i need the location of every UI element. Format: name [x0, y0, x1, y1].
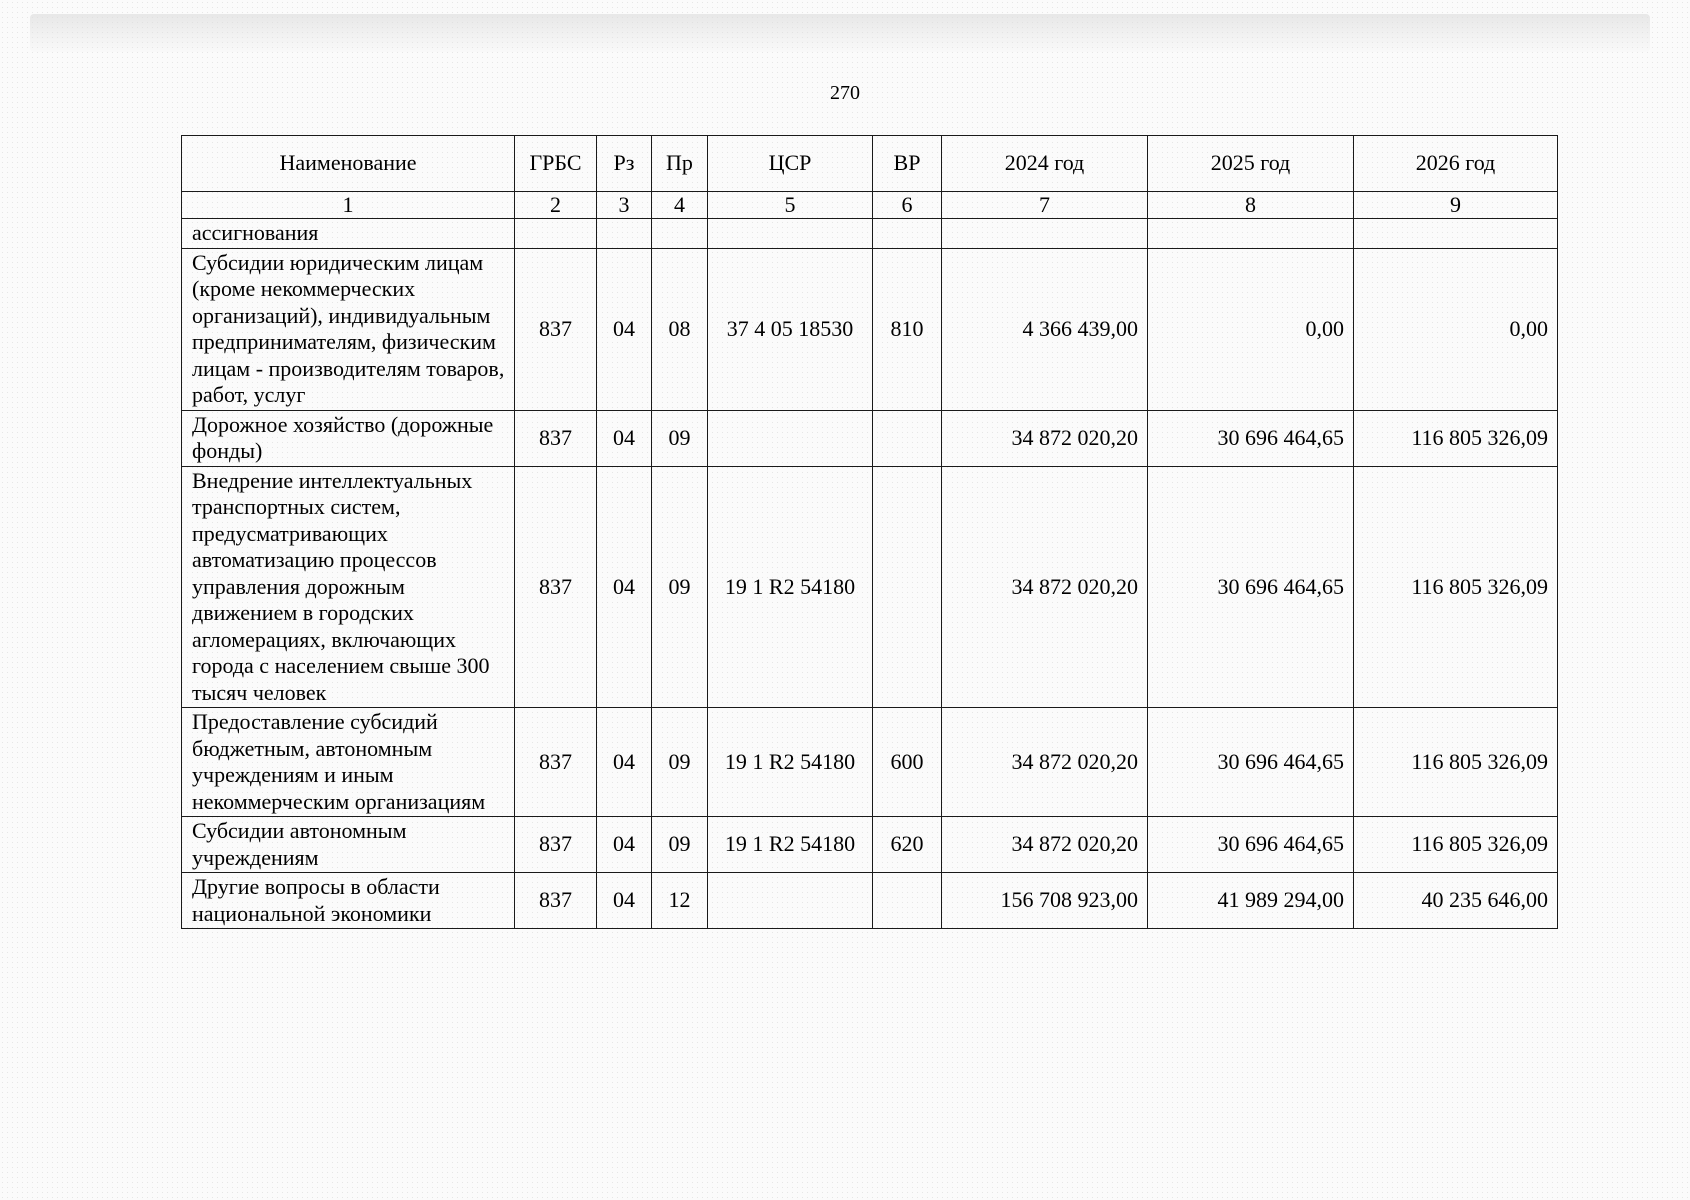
column-number: 1 [182, 192, 515, 219]
row-amount-2024: 34 872 020,20 [942, 817, 1148, 873]
row-vr [873, 466, 942, 708]
row-csr [708, 410, 873, 466]
row-csr: 19 1 R2 54180 [708, 817, 873, 873]
header-2024: 2024 год [942, 136, 1148, 192]
row-name: Другие вопросы в области национальной экономики [182, 873, 515, 929]
row-amount-2026: 116 805 326,09 [1354, 466, 1558, 708]
row-name: Субсидии юридическим лицам (кроме некоммерческих организаций), индивидуальным предпринимателям, физическим лицам - производителям товаров, работ, услуг [182, 248, 515, 410]
row-name: Субсидии автономным учреждениям [182, 817, 515, 873]
row-vr: 810 [873, 248, 942, 410]
row-csr [708, 873, 873, 929]
table-row [182, 873, 1558, 929]
column-number: 5 [708, 192, 873, 219]
row-grbs: 837 [515, 466, 597, 708]
column-number: 4 [652, 192, 708, 219]
row-amount-2026: 116 805 326,09 [1354, 708, 1558, 817]
row-grbs: 837 [515, 708, 597, 817]
row-grbs: 837 [515, 248, 597, 410]
row-pr [652, 219, 708, 249]
header-grbs: ГРБС [515, 136, 597, 192]
row-pr: 09 [652, 817, 708, 873]
row-grbs: 837 [515, 410, 597, 466]
row-amount-2024: 34 872 020,20 [942, 466, 1148, 708]
column-number: 7 [942, 192, 1148, 219]
table-row [182, 219, 1558, 249]
row-vr [873, 873, 942, 929]
row-rz: 04 [597, 817, 652, 873]
header-2026: 2026 год [1354, 136, 1558, 192]
header-2025: 2025 год [1148, 136, 1354, 192]
row-amount-2025: 30 696 464,65 [1148, 708, 1354, 817]
row-rz: 04 [597, 466, 652, 708]
row-rz: 04 [597, 708, 652, 817]
row-rz [597, 219, 652, 249]
row-pr: 09 [652, 708, 708, 817]
budget-table [181, 135, 1558, 929]
column-number: 6 [873, 192, 942, 219]
row-amount-2026: 116 805 326,09 [1354, 410, 1558, 466]
row-rz: 04 [597, 248, 652, 410]
row-amount-2024: 34 872 020,20 [942, 708, 1148, 817]
row-rz: 04 [597, 873, 652, 929]
row-vr: 600 [873, 708, 942, 817]
row-amount-2025: 30 696 464,65 [1148, 410, 1354, 466]
row-name: Внедрение интеллектуальных транспортных систем, предусматривающих автоматизацию процессов управления дорожным движением в городских агломерациях, включающих города с населением свыше 300 тысяч человек [182, 466, 515, 708]
row-pr: 09 [652, 466, 708, 708]
column-number: 8 [1148, 192, 1354, 219]
row-amount-2024: 34 872 020,20 [942, 410, 1148, 466]
row-amount-2026: 116 805 326,09 [1354, 817, 1558, 873]
row-amount-2025: 0,00 [1148, 248, 1354, 410]
row-pr: 08 [652, 248, 708, 410]
row-vr [873, 219, 942, 249]
row-amount-2026: 0,00 [1354, 248, 1558, 410]
row-rz: 04 [597, 410, 652, 466]
row-amount-2025: 30 696 464,65 [1148, 466, 1354, 708]
table-row [182, 817, 1558, 873]
row-grbs: 837 [515, 817, 597, 873]
row-name: ассигнования [182, 219, 515, 249]
row-grbs [515, 219, 597, 249]
header-pr: Пр [652, 136, 708, 192]
row-amount-2024: 156 708 923,00 [942, 873, 1148, 929]
page-number: 270 [830, 82, 860, 104]
row-pr: 09 [652, 410, 708, 466]
header-csr: ЦСР [708, 136, 873, 192]
row-csr: 19 1 R2 54180 [708, 708, 873, 817]
row-csr: 37 4 05 18530 [708, 248, 873, 410]
row-grbs: 837 [515, 873, 597, 929]
column-number: 2 [515, 192, 597, 219]
header-rz: Рз [597, 136, 652, 192]
row-amount-2026 [1354, 219, 1558, 249]
row-amount-2026: 40 235 646,00 [1354, 873, 1558, 929]
row-name: Дорожное хозяйство (дорожные фонды) [182, 410, 515, 466]
row-amount-2024 [942, 219, 1148, 249]
header-name: Наименование [182, 136, 515, 192]
row-amount-2024: 4 366 439,00 [942, 248, 1148, 410]
column-number-row [182, 192, 1558, 219]
row-amount-2025: 30 696 464,65 [1148, 817, 1354, 873]
table-row [182, 410, 1558, 466]
table-row [182, 466, 1558, 708]
row-csr: 19 1 R2 54180 [708, 466, 873, 708]
table-row [182, 248, 1558, 410]
scan-top-edge-shadow [30, 14, 1650, 52]
table-row [182, 708, 1558, 817]
header-vr: ВР [873, 136, 942, 192]
row-vr: 620 [873, 817, 942, 873]
row-amount-2025: 41 989 294,00 [1148, 873, 1354, 929]
column-number: 9 [1354, 192, 1558, 219]
row-pr: 12 [652, 873, 708, 929]
row-name: Предоставление субсидий бюджетным, автономным учреждениям и иным некоммерческим организациям [182, 708, 515, 817]
header-row [182, 136, 1558, 192]
row-csr [708, 219, 873, 249]
column-number: 3 [597, 192, 652, 219]
row-vr [873, 410, 942, 466]
row-amount-2025 [1148, 219, 1354, 249]
